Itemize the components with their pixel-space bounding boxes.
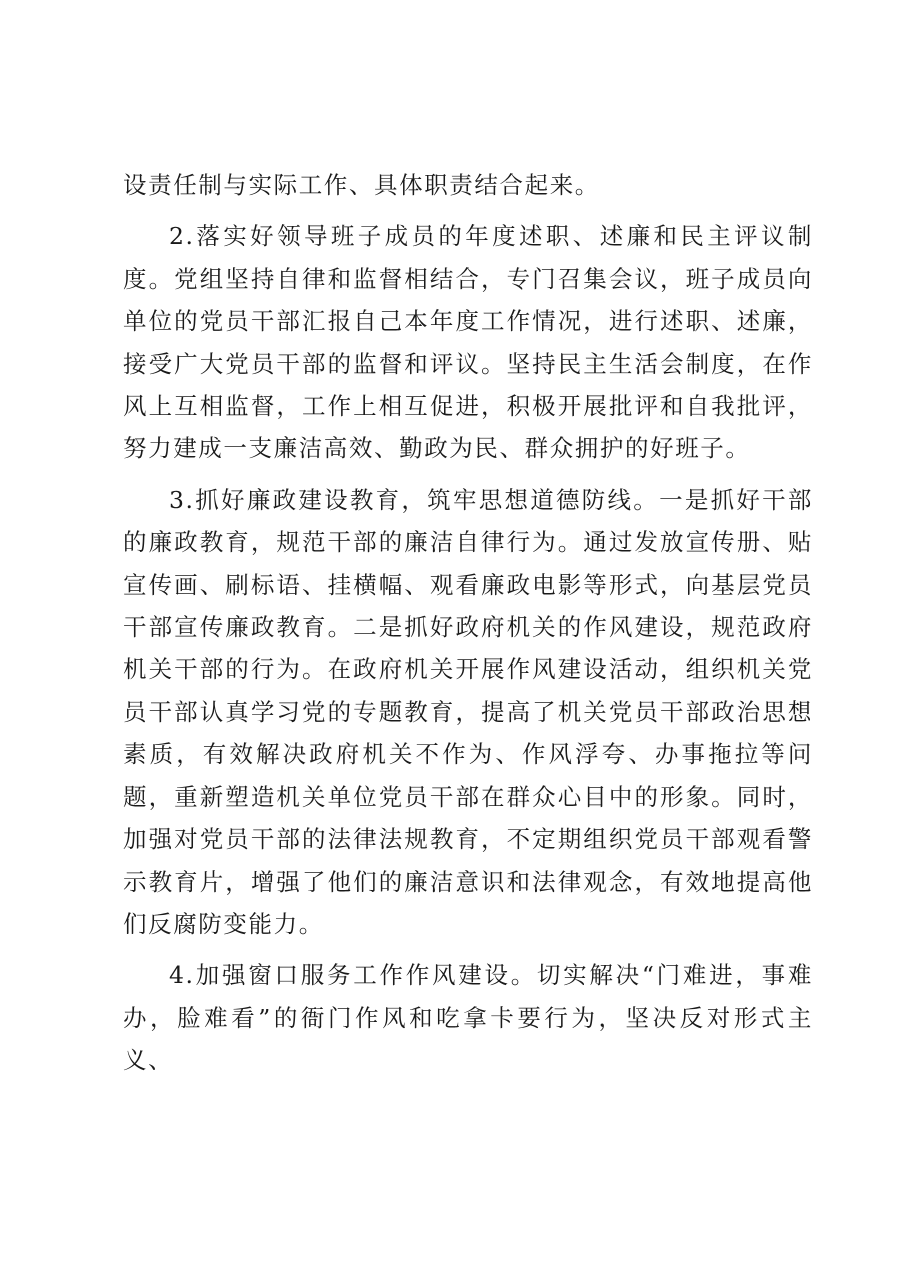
paragraph-item-2: 2.落实好领导班子成员的年度述职、述廉和民主评议制度。党组坚持自律和监督相结合，专门召集会议，班子成员向单位的党员干部汇报自己本年度工作情况，进行述职、述廉，接受广大党员干部的监督和评议。坚持民主生活会制度，在作风上互相监督，工作上相互促进，积极开展批评和自我批评，努力建成一支廉洁高效、勤政为民、群众拥护的好班子。 (123, 222, 813, 463)
document-body (123, 164, 813, 1091)
paragraph-item-4: 4.加强窗口服务工作作风建设。切实解决“门难进，事难办，脸难看”的衙门作风和吃拿卡要行为，坚决反对形式主义、 (123, 961, 813, 1075)
paragraph-item-3: 3.抓好廉政建设教育，筑牢思想道德防线。一是抓好干部的廉政教育，规范干部的廉洁自律行为。通过发放宣传册、贴宣传画、刷标语、挂横幅、观看廉政电影等形式，向基层党员干部宣传廉政教育。二是抓好政府机关的作风建设，规范政府机关干部的行为。在政府机关开展作风建设活动，组织机关党员干部认真学习党的专题教育，提高了机关党员干部政治思想素质，有效解决政府机关不作为、作风浮夸、办事拖拉等问题，重新塑造机关单位党员干部在群众心目中的形象。同时，加强对党员干部的法律法规教育，不定期组织党员干部观看警示教育片，增强了他们的廉洁意识和法律观念，有效地提高他们反腐防变能力。 (123, 485, 813, 938)
paragraph-continuation: 设责任制与实际工作、具体职责结合起来。 (123, 171, 600, 199)
